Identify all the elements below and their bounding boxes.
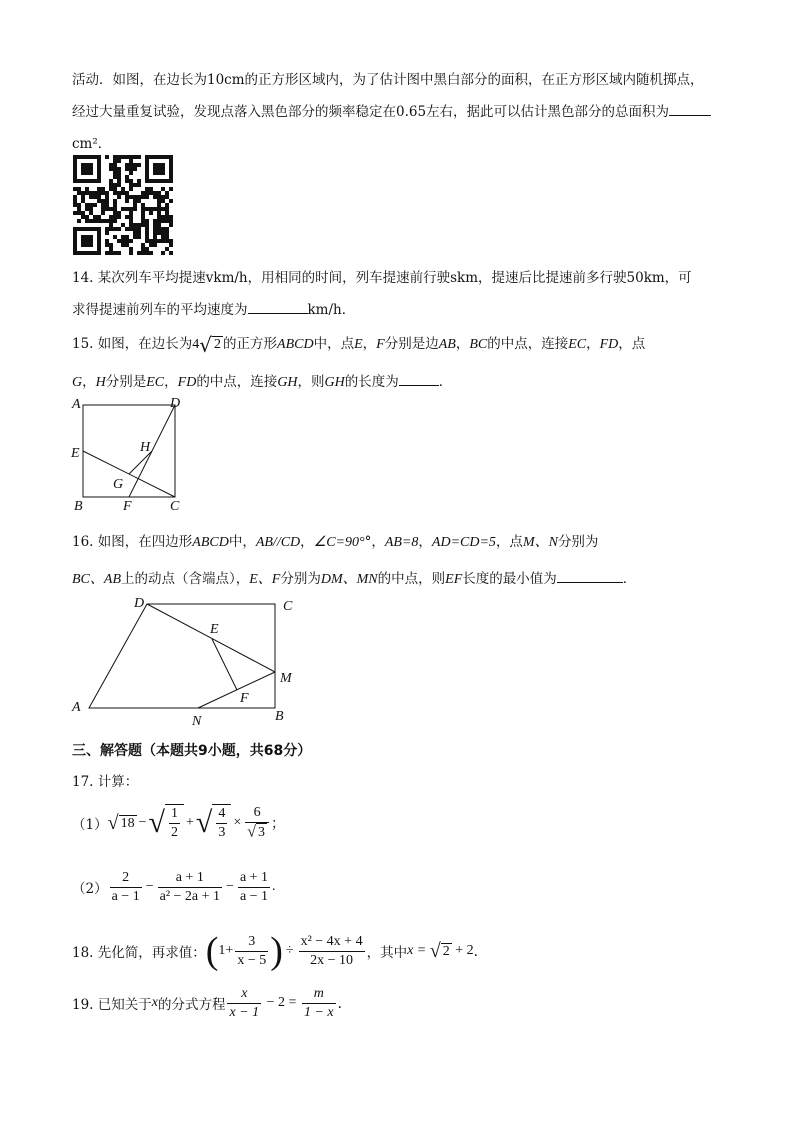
q15-text: ，点 <box>618 336 646 352</box>
q18-plus2: + 2 <box>451 943 474 958</box>
q18-text: 18. 先化简，再求值： <box>72 945 206 961</box>
q15-end: ． <box>438 374 453 390</box>
denominator: 2x − 10 <box>310 952 354 968</box>
q16-seg: BC、AB <box>72 572 121 587</box>
q19-end: ． <box>337 997 352 1012</box>
segment-dm <box>147 604 275 672</box>
q15-seg: EC <box>568 337 587 352</box>
q19-text: 的分式方程 <box>157 997 226 1013</box>
frac <box>238 869 270 906</box>
q15-coef: 4 <box>192 337 200 352</box>
denominator: √ 3 <box>247 823 266 841</box>
q15-text: ，则 <box>297 374 325 390</box>
q15-square-figure <box>66 394 196 516</box>
q13-line2 <box>72 100 711 120</box>
answer-blank <box>669 101 711 116</box>
q15-square-name: ABCD <box>277 337 314 352</box>
frac <box>299 933 365 970</box>
q16-parallel: AB//CD <box>255 535 301 550</box>
op-times: × <box>233 815 242 830</box>
q19-text: 19. 已知关于 <box>72 997 152 1013</box>
q15-rad-body: 2 <box>214 337 222 352</box>
frac <box>227 985 261 1022</box>
label-a: A <box>72 397 81 412</box>
q19-var: x <box>151 995 158 1010</box>
rad-body: 3 <box>258 825 266 840</box>
q16-quad: ABCD <box>192 535 229 550</box>
q15-text: ， <box>164 374 178 390</box>
frac-6-sqrt3 <box>245 804 269 842</box>
q16-line1 <box>72 530 598 551</box>
q15-text: ， <box>586 336 600 352</box>
q16-text: 分别为 <box>557 534 599 550</box>
label-e: E <box>210 622 219 637</box>
q15-text: 的长度为 <box>344 374 399 390</box>
op-minus: − <box>145 879 154 894</box>
segment-ef <box>212 639 237 690</box>
q13-line3 <box>72 132 111 152</box>
part-end: . <box>272 879 276 894</box>
q15-seg: GH <box>277 375 298 390</box>
denominator: x − 5 <box>237 952 267 968</box>
label-n: N <box>192 714 202 729</box>
q15-seg: FD <box>177 375 197 390</box>
numerator: 6 <box>245 804 269 823</box>
numerator: 1 <box>169 805 180 824</box>
q15-text: 15. 如图，在边长为 <box>72 336 193 352</box>
q16-text: ， <box>418 534 432 550</box>
frac <box>110 869 142 906</box>
label-a: A <box>72 700 81 715</box>
section-heading: 三、解答题（本题共9小题，共68分） <box>72 743 312 759</box>
q16-text: 分别为 <box>280 571 321 587</box>
q14-line2 <box>72 298 355 318</box>
op-minus: − <box>138 815 147 830</box>
q15-line1 <box>72 332 645 357</box>
q17-part1 <box>72 798 285 848</box>
q16-text: ， <box>300 534 314 550</box>
q16-adcd: AD=CD=5 <box>431 535 496 550</box>
q15-point: H <box>95 375 106 390</box>
q16-line2 <box>72 567 636 588</box>
q15-point: G <box>72 375 83 390</box>
qr-code-icon <box>72 155 175 256</box>
q15-text: 中，点 <box>313 336 355 352</box>
q16-degree: ° <box>364 534 372 550</box>
label-f: F <box>123 499 132 514</box>
q16-text: ， <box>371 534 385 550</box>
q14-unit: km/h． <box>307 302 356 318</box>
q16-text: ，点 <box>495 534 523 550</box>
q13-line1: 活动．如图，在边长为10cm的正方形区域内，为了估计图中黑白部分的面积，在正方形区域内随机掷点， <box>72 72 704 88</box>
numerator: 4 <box>216 805 227 824</box>
q15-seg: EC <box>146 375 165 390</box>
frac <box>302 985 336 1022</box>
op-divide: ÷ <box>285 943 294 958</box>
frac <box>169 805 180 842</box>
q15-point: F <box>376 337 385 352</box>
numerator: x² − 4x + 4 <box>299 933 365 952</box>
answer-blank <box>399 371 439 386</box>
q15-seg: AB <box>438 337 456 352</box>
q19-mid: − 2 = <box>263 995 300 1010</box>
q18-text: ，其中 <box>366 945 408 961</box>
label-h: H <box>140 440 151 455</box>
label-f: F <box>240 691 249 706</box>
q13-line2-text: 经过大量重复试验，发现点落入黑色部分的频率稳定在0.65左右，据此可以估计黑色部分的总面积为 <box>72 104 670 120</box>
q15-text: 的中点，连接 <box>196 374 278 390</box>
q16-angle: ∠C=90° <box>313 535 365 550</box>
op-plus: + <box>185 815 194 830</box>
sqrt-18: √ 18 <box>107 811 135 834</box>
part-label: （1） <box>72 817 108 833</box>
numerator: a + 1 <box>158 869 222 888</box>
numerator: a + 1 <box>238 869 270 888</box>
q18-line <box>72 926 488 976</box>
label-c: C <box>170 499 180 514</box>
op-minus: − <box>226 879 234 894</box>
q16-points: M、N <box>522 535 558 550</box>
square-abcd <box>83 405 175 497</box>
denominator: a − 1 <box>239 888 269 904</box>
q18-one: 1+ <box>218 943 234 958</box>
paren-open: ( <box>205 930 219 972</box>
frac <box>158 869 222 906</box>
q16-text: 16. 如图，在四边形 <box>72 534 193 550</box>
numerator: 2 <box>110 869 142 888</box>
label-c: C <box>283 599 293 614</box>
frac <box>235 933 268 970</box>
numerator: m <box>302 985 336 1004</box>
sqrt-frac-4-3: √ $\frac{4}{3}$ <box>196 804 231 842</box>
rad-body: 2 <box>442 943 450 959</box>
q16-text: 的中点，则 <box>377 571 446 587</box>
q17-title: 17. 计算： <box>72 774 139 790</box>
denominator: 1 − x <box>303 1004 334 1020</box>
denominator: 3 <box>218 825 226 840</box>
label-b: B <box>275 709 284 724</box>
q18-x-eq: x = <box>407 943 430 958</box>
part-end: ； <box>271 817 286 832</box>
label-d: D <box>134 596 145 611</box>
sqrt-2: √ 2 <box>429 939 450 962</box>
q16-points: E、F <box>249 572 281 587</box>
q18-end: ． <box>473 945 488 960</box>
q17-part2 <box>72 862 276 912</box>
q15-text: ， <box>455 336 470 352</box>
q16-text: 长度的最小值为 <box>462 571 557 587</box>
label-m: M <box>280 671 292 686</box>
frac <box>216 805 227 842</box>
answer-blank <box>248 299 308 314</box>
qr-code-image <box>72 155 175 256</box>
q15-line2 <box>72 370 452 391</box>
q13-end: ． <box>97 136 112 152</box>
q15-text: 的中点，连接 <box>487 336 569 352</box>
q16-end: ． <box>622 571 637 587</box>
q16-seg: DM、MN <box>320 572 378 587</box>
q15-text: 分别是边 <box>384 336 439 352</box>
label-e: E <box>71 446 80 461</box>
label-d: D <box>170 396 181 411</box>
denominator: 2 <box>170 825 178 840</box>
sqrt-frac-1-2: √ $\frac{1}{2}$ <box>148 804 183 842</box>
answer-blank <box>557 568 623 583</box>
denominator: x − 1 <box>229 1004 260 1020</box>
numerator: 3 <box>235 933 268 952</box>
q16-ab: AB=8 <box>384 535 419 550</box>
q15-text: 分别是 <box>105 374 147 390</box>
q15-text: ， <box>82 374 96 390</box>
q15-text: 的正方形 <box>223 336 278 352</box>
label-b: B <box>74 499 83 514</box>
q14-line2-text: 求得提速前列车的平均速度为 <box>72 302 248 318</box>
part-label: （2） <box>72 881 108 897</box>
unit-cm2: cm² <box>72 136 98 152</box>
denominator: a − 1 <box>111 888 140 904</box>
q15-seg: GH <box>324 375 345 390</box>
q14-line1: 14. 某次列车平均提速vkm/h，用相同的时间，列车提速前行驶skm，提速后比提速前多行驶50km，可 <box>72 270 692 286</box>
q16-seg: EF <box>445 572 463 587</box>
label-g: G <box>113 477 124 492</box>
q16-text: 上的动点（含端点）， <box>121 571 250 587</box>
q15-radical: √ 2 <box>199 332 222 357</box>
q15-text: ， <box>362 336 377 352</box>
rad-body: 18 <box>120 815 135 831</box>
paren-close: ) <box>270 930 283 972</box>
q16-quadrilateral-figure <box>66 592 306 732</box>
q15-seg: BC <box>469 337 488 352</box>
q19-line <box>72 980 352 1026</box>
numerator: x <box>227 985 261 1004</box>
q15-point: E <box>354 337 363 352</box>
denominator: a² − 2a + 1 <box>159 888 221 904</box>
q16-text: 中， <box>228 534 256 550</box>
q15-seg: FD <box>599 337 619 352</box>
